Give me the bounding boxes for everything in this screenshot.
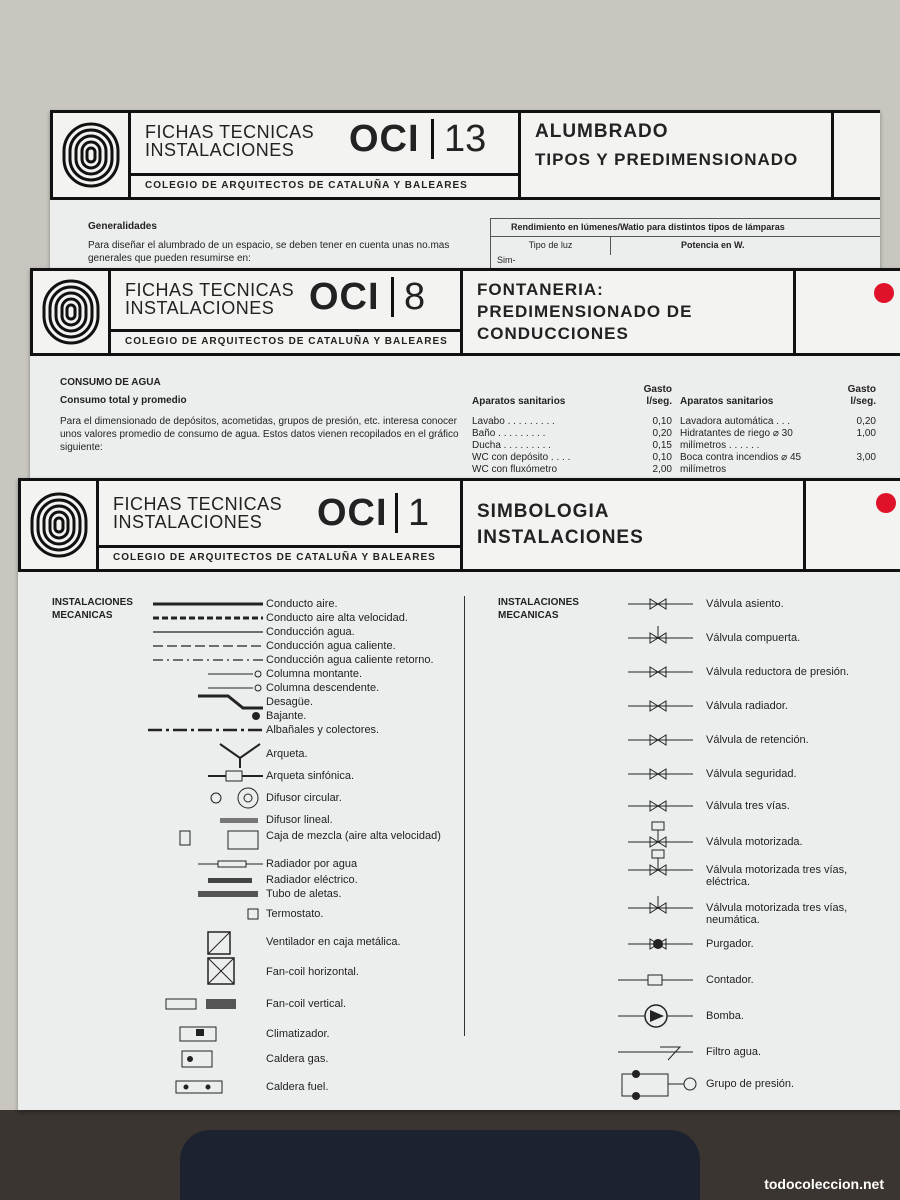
instalaciones-label: INSTALACIONES bbox=[113, 512, 263, 532]
gasto-row bbox=[472, 452, 672, 464]
symbol-15-icon-box bbox=[228, 831, 258, 849]
symbol-20-icon-diag bbox=[208, 932, 230, 954]
right-rows bbox=[680, 416, 876, 476]
symbol-18-icon bbox=[198, 891, 258, 897]
gasto-row bbox=[680, 452, 876, 476]
card-header bbox=[30, 268, 900, 356]
card-fontaneria bbox=[30, 268, 900, 498]
symbol-label: Conducción agua caliente. bbox=[266, 640, 396, 652]
oci-label: OCI bbox=[349, 118, 420, 160]
symbol-16-icon-box bbox=[218, 861, 246, 867]
symbol-13-icon-inner bbox=[244, 794, 252, 802]
left-rows bbox=[472, 416, 672, 476]
gasto-apparatus: Boca contra incendios ⌀ 45 milímetros bbox=[680, 452, 802, 475]
valve-label: Válvula motorizada. bbox=[706, 836, 803, 848]
symbol-label: Radiador por agua bbox=[266, 858, 358, 870]
card-number: 8 bbox=[391, 277, 461, 317]
brand-block bbox=[131, 113, 521, 197]
oci-label: OCI bbox=[309, 276, 380, 318]
symbol-label: Climatizador. bbox=[266, 1028, 330, 1040]
lamp-col-power: Potencia en W. bbox=[681, 240, 745, 250]
valve-15-icon-tank bbox=[684, 1078, 696, 1090]
gasto-value: 0,20 bbox=[856, 416, 876, 427]
symbol-label: Caldera fuel. bbox=[266, 1081, 329, 1093]
valve-label: Contador. bbox=[706, 974, 754, 986]
symbol-label: Fan-coil horizontal. bbox=[266, 966, 359, 978]
brand-block bbox=[99, 481, 463, 569]
valve-label: Válvula radiador. bbox=[706, 700, 788, 712]
lamp-table bbox=[490, 218, 880, 270]
gasto-apparatus: Lavadora automática . . . bbox=[680, 416, 791, 427]
symbol-24-icon bbox=[182, 1051, 212, 1067]
gasto-row bbox=[472, 416, 672, 428]
card-header bbox=[50, 110, 880, 200]
oci-label: OCI bbox=[317, 492, 388, 534]
symbol-19-icon bbox=[248, 909, 258, 919]
fichas-label: FICHAS TECNICAS bbox=[145, 122, 315, 142]
gasto-apparatus: Ducha . . . . . . . . . bbox=[472, 440, 551, 451]
gasto-row bbox=[472, 440, 672, 452]
symbol-label: Arqueta sinfónica. bbox=[266, 770, 355, 782]
valve-label: Purgador. bbox=[706, 938, 754, 950]
valve-label: Válvula compuerta. bbox=[706, 632, 801, 644]
gasto-value: 3,00 bbox=[856, 452, 876, 463]
valve-15-icon bbox=[622, 1074, 668, 1096]
symbol-label: Conducto aire alta velocidad. bbox=[266, 612, 408, 624]
card-number: 13 bbox=[431, 119, 501, 159]
symbol-15-icon bbox=[180, 831, 190, 845]
gasto-value: 2,00 bbox=[652, 464, 672, 475]
symbol-label: Difusor circular. bbox=[266, 792, 342, 804]
red-dot-marker bbox=[876, 493, 896, 513]
gasto-row bbox=[472, 428, 672, 440]
valve-12-icon-box bbox=[648, 975, 662, 985]
generalidades-section bbox=[88, 220, 468, 265]
generalidades-heading: Generalidades bbox=[88, 221, 157, 232]
valve-11-icon-dot bbox=[653, 939, 663, 949]
valve-14-icon-body bbox=[660, 1047, 680, 1060]
card-number: 1 bbox=[395, 493, 465, 533]
valve-label: Válvula seguridad. bbox=[706, 768, 797, 780]
symbol-6-icon-end bbox=[255, 671, 261, 677]
gasto-row bbox=[472, 464, 672, 476]
header-margin bbox=[803, 481, 900, 569]
title-line-2: TIPOS Y PREDIMENSIONADO bbox=[535, 150, 799, 169]
symbol-13-icon bbox=[211, 793, 221, 803]
section-right-title: INSTALACIONES MECANICAS bbox=[498, 597, 579, 621]
gasto-value: 0,10 bbox=[652, 416, 672, 427]
gasto-apparatus: WC con fluxómetro bbox=[472, 464, 558, 475]
gasto-row bbox=[680, 428, 876, 452]
symbol-11-icon bbox=[220, 744, 260, 768]
valve-9-icon-motor bbox=[652, 850, 664, 858]
gasto-apparatus: Baño . . . . . . . . . bbox=[472, 428, 546, 439]
fichas-label: FICHAS TECNICAS bbox=[113, 494, 283, 514]
left-symbols bbox=[148, 588, 268, 1108]
symbol-label: Columna montante. bbox=[266, 668, 362, 680]
header-margin bbox=[831, 113, 880, 197]
fichas-label: FICHAS TECNICAS bbox=[125, 280, 295, 300]
left-header: Aparatos sanitarios bbox=[472, 396, 566, 407]
valve-label: Grupo de presión. bbox=[706, 1078, 795, 1090]
gasto-header-right: Gasto l/seg. bbox=[847, 384, 876, 407]
lamp-table-title: Rendimiento en lúmenes/Watio para distintos tipos de lámparas bbox=[491, 219, 880, 237]
colegio-label: COLEGIO DE ARQUITECTOS DE CATALUÑA Y BALEARES bbox=[131, 173, 518, 197]
valve-label: Válvula reductora de presión. bbox=[706, 666, 850, 678]
right-header: Aparatos sanitarios bbox=[680, 396, 774, 407]
colegio-label: COLEGIO DE ARQUITECTOS DE CATALUÑA Y BALEARES bbox=[111, 329, 460, 353]
consumo-subtitle: Consumo total y promedio bbox=[60, 395, 187, 406]
symbol-22-icon-fill bbox=[206, 999, 236, 1009]
instalaciones-label: INSTALACIONES bbox=[145, 140, 295, 160]
valve-label: Válvula de retención. bbox=[706, 734, 809, 746]
symbol-label: Desagüe. bbox=[266, 696, 314, 708]
valve-label: Bomba. bbox=[706, 1010, 744, 1022]
symbol-9-icon bbox=[252, 712, 260, 720]
symbol-label: Fan-coil vertical. bbox=[266, 998, 347, 1010]
oci-logo bbox=[21, 481, 99, 569]
oci-logo bbox=[33, 271, 111, 353]
card-simbologia bbox=[18, 478, 900, 1110]
title-line-1: FONTANERIA: bbox=[477, 280, 604, 299]
symbol-17-icon bbox=[208, 878, 252, 883]
symbol-label: Radiador eléctrico. bbox=[266, 874, 358, 886]
symbol-14-icon bbox=[220, 818, 258, 823]
card-header bbox=[18, 478, 900, 572]
right-symbols bbox=[608, 588, 718, 1108]
symbol-23-icon-inner bbox=[196, 1029, 204, 1036]
title-line-1: SIMBOLOGIA bbox=[477, 501, 610, 522]
symbol-22-icon bbox=[166, 999, 196, 1009]
title-line-1: ALUMBRADO bbox=[535, 121, 669, 142]
consumo-text: Para el dimensionado de depósitos, acometidas, grupos de presión, etc. interesa conocer unos valores promedio de consumo de agua. Estos datos vienen recopilados en el gráfico siguiente: bbox=[60, 416, 459, 453]
title-line-2: INSTALACIONES bbox=[477, 527, 644, 548]
symbol-label: Columna descendente. bbox=[266, 682, 380, 694]
symbol-label: Conducción agua caliente retorno. bbox=[266, 654, 434, 666]
header-margin bbox=[793, 271, 900, 353]
gasto-row bbox=[680, 416, 876, 428]
gasto-table-right bbox=[680, 380, 876, 476]
gasto-value: 0,15 bbox=[652, 440, 672, 451]
gasto-apparatus: Lavabo . . . . . . . . . bbox=[472, 416, 555, 427]
red-dot-marker bbox=[874, 283, 894, 303]
symbol-25-icon bbox=[176, 1081, 222, 1093]
gasto-header-left: Gasto l/seg. bbox=[643, 384, 672, 407]
gasto-apparatus: Hidratantes de riego ⌀ 30 milímetros . . . . . . bbox=[680, 428, 793, 451]
lamp-row-cut: Sim- bbox=[497, 255, 516, 265]
valve-label: Filtro agua. bbox=[706, 1046, 762, 1058]
valve-label: Válvula tres vías. bbox=[706, 800, 790, 812]
symbol-label: Termostato. bbox=[266, 908, 324, 920]
symbol-25-icon-dot1 bbox=[184, 1085, 189, 1090]
gasto-value: 1,00 bbox=[856, 428, 876, 439]
consumo-heading: CONSUMO DE AGUA bbox=[60, 377, 161, 388]
colegio-label: COLEGIO DE ARQUITECTOS DE CATALUÑA Y BALEARES bbox=[99, 545, 460, 569]
card-title bbox=[463, 271, 793, 353]
symbol-label: Caldera gas. bbox=[266, 1053, 329, 1065]
symbol-label: Conducción agua. bbox=[266, 626, 355, 638]
card-title bbox=[463, 481, 803, 569]
symbol-label: Tubo de aletas. bbox=[266, 888, 342, 900]
symbol-label: Bajante. bbox=[266, 710, 307, 722]
gasto-value: 0,20 bbox=[652, 428, 672, 439]
title-line-2: PREDIMENSIONADO DE bbox=[477, 302, 693, 321]
gasto-value: 0,10 bbox=[652, 452, 672, 463]
watermark: todocoleccion.net bbox=[764, 1176, 884, 1192]
symbol-24-icon-dot bbox=[187, 1056, 193, 1062]
symbol-12-icon-box bbox=[226, 771, 242, 781]
valve-15-icon-pump1 bbox=[632, 1070, 640, 1078]
gasto-table-left bbox=[472, 380, 672, 476]
card-title bbox=[521, 113, 831, 197]
generalidades-text: Para diseñar el alumbrado de un espacio, se deben tener en cuenta unas no.mas generales que pueden resumirse en: bbox=[88, 240, 450, 264]
symbol-13-icon-outer bbox=[238, 788, 258, 808]
lamp-col-type: Tipo de luz bbox=[491, 237, 611, 255]
section-left-title: INSTALACIONES MECANICAS bbox=[52, 597, 133, 621]
symbol-7-icon-end bbox=[255, 685, 261, 691]
symbol-label: Difusor lineal. bbox=[266, 814, 333, 826]
valve-label: Válvula motorizada tres vías, neumática. bbox=[706, 902, 848, 926]
symbol-label: Arqueta. bbox=[266, 748, 308, 760]
oci-logo bbox=[53, 113, 131, 197]
symbol-8-icon bbox=[198, 696, 263, 708]
gasto-apparatus: WC con depósito . . . . bbox=[472, 452, 571, 463]
consumo-section bbox=[60, 376, 470, 454]
column-divider bbox=[464, 596, 465, 1036]
symbol-label: Conducto aire. bbox=[266, 598, 338, 610]
symbol-label: Caja de mezcla (aire alta velocidad) bbox=[266, 830, 441, 842]
valve-label: Válvula asiento. bbox=[706, 598, 784, 610]
brand-block bbox=[111, 271, 463, 353]
valve-label: Válvula motorizada tres vías, eléctrica. bbox=[706, 864, 848, 888]
symbol-label: Albañales y colectores. bbox=[266, 724, 380, 736]
symbol-label: Ventilador en caja metálica. bbox=[266, 936, 401, 948]
valve-15-icon-pump2 bbox=[632, 1092, 640, 1100]
symbol-25-icon-dot2 bbox=[206, 1085, 211, 1090]
valve-8-icon-motor bbox=[652, 822, 664, 830]
title-line-3: CONDUCCIONES bbox=[477, 324, 629, 343]
instalaciones-label: INSTALACIONES bbox=[125, 298, 275, 318]
symbol-21-icon-x bbox=[208, 958, 234, 984]
